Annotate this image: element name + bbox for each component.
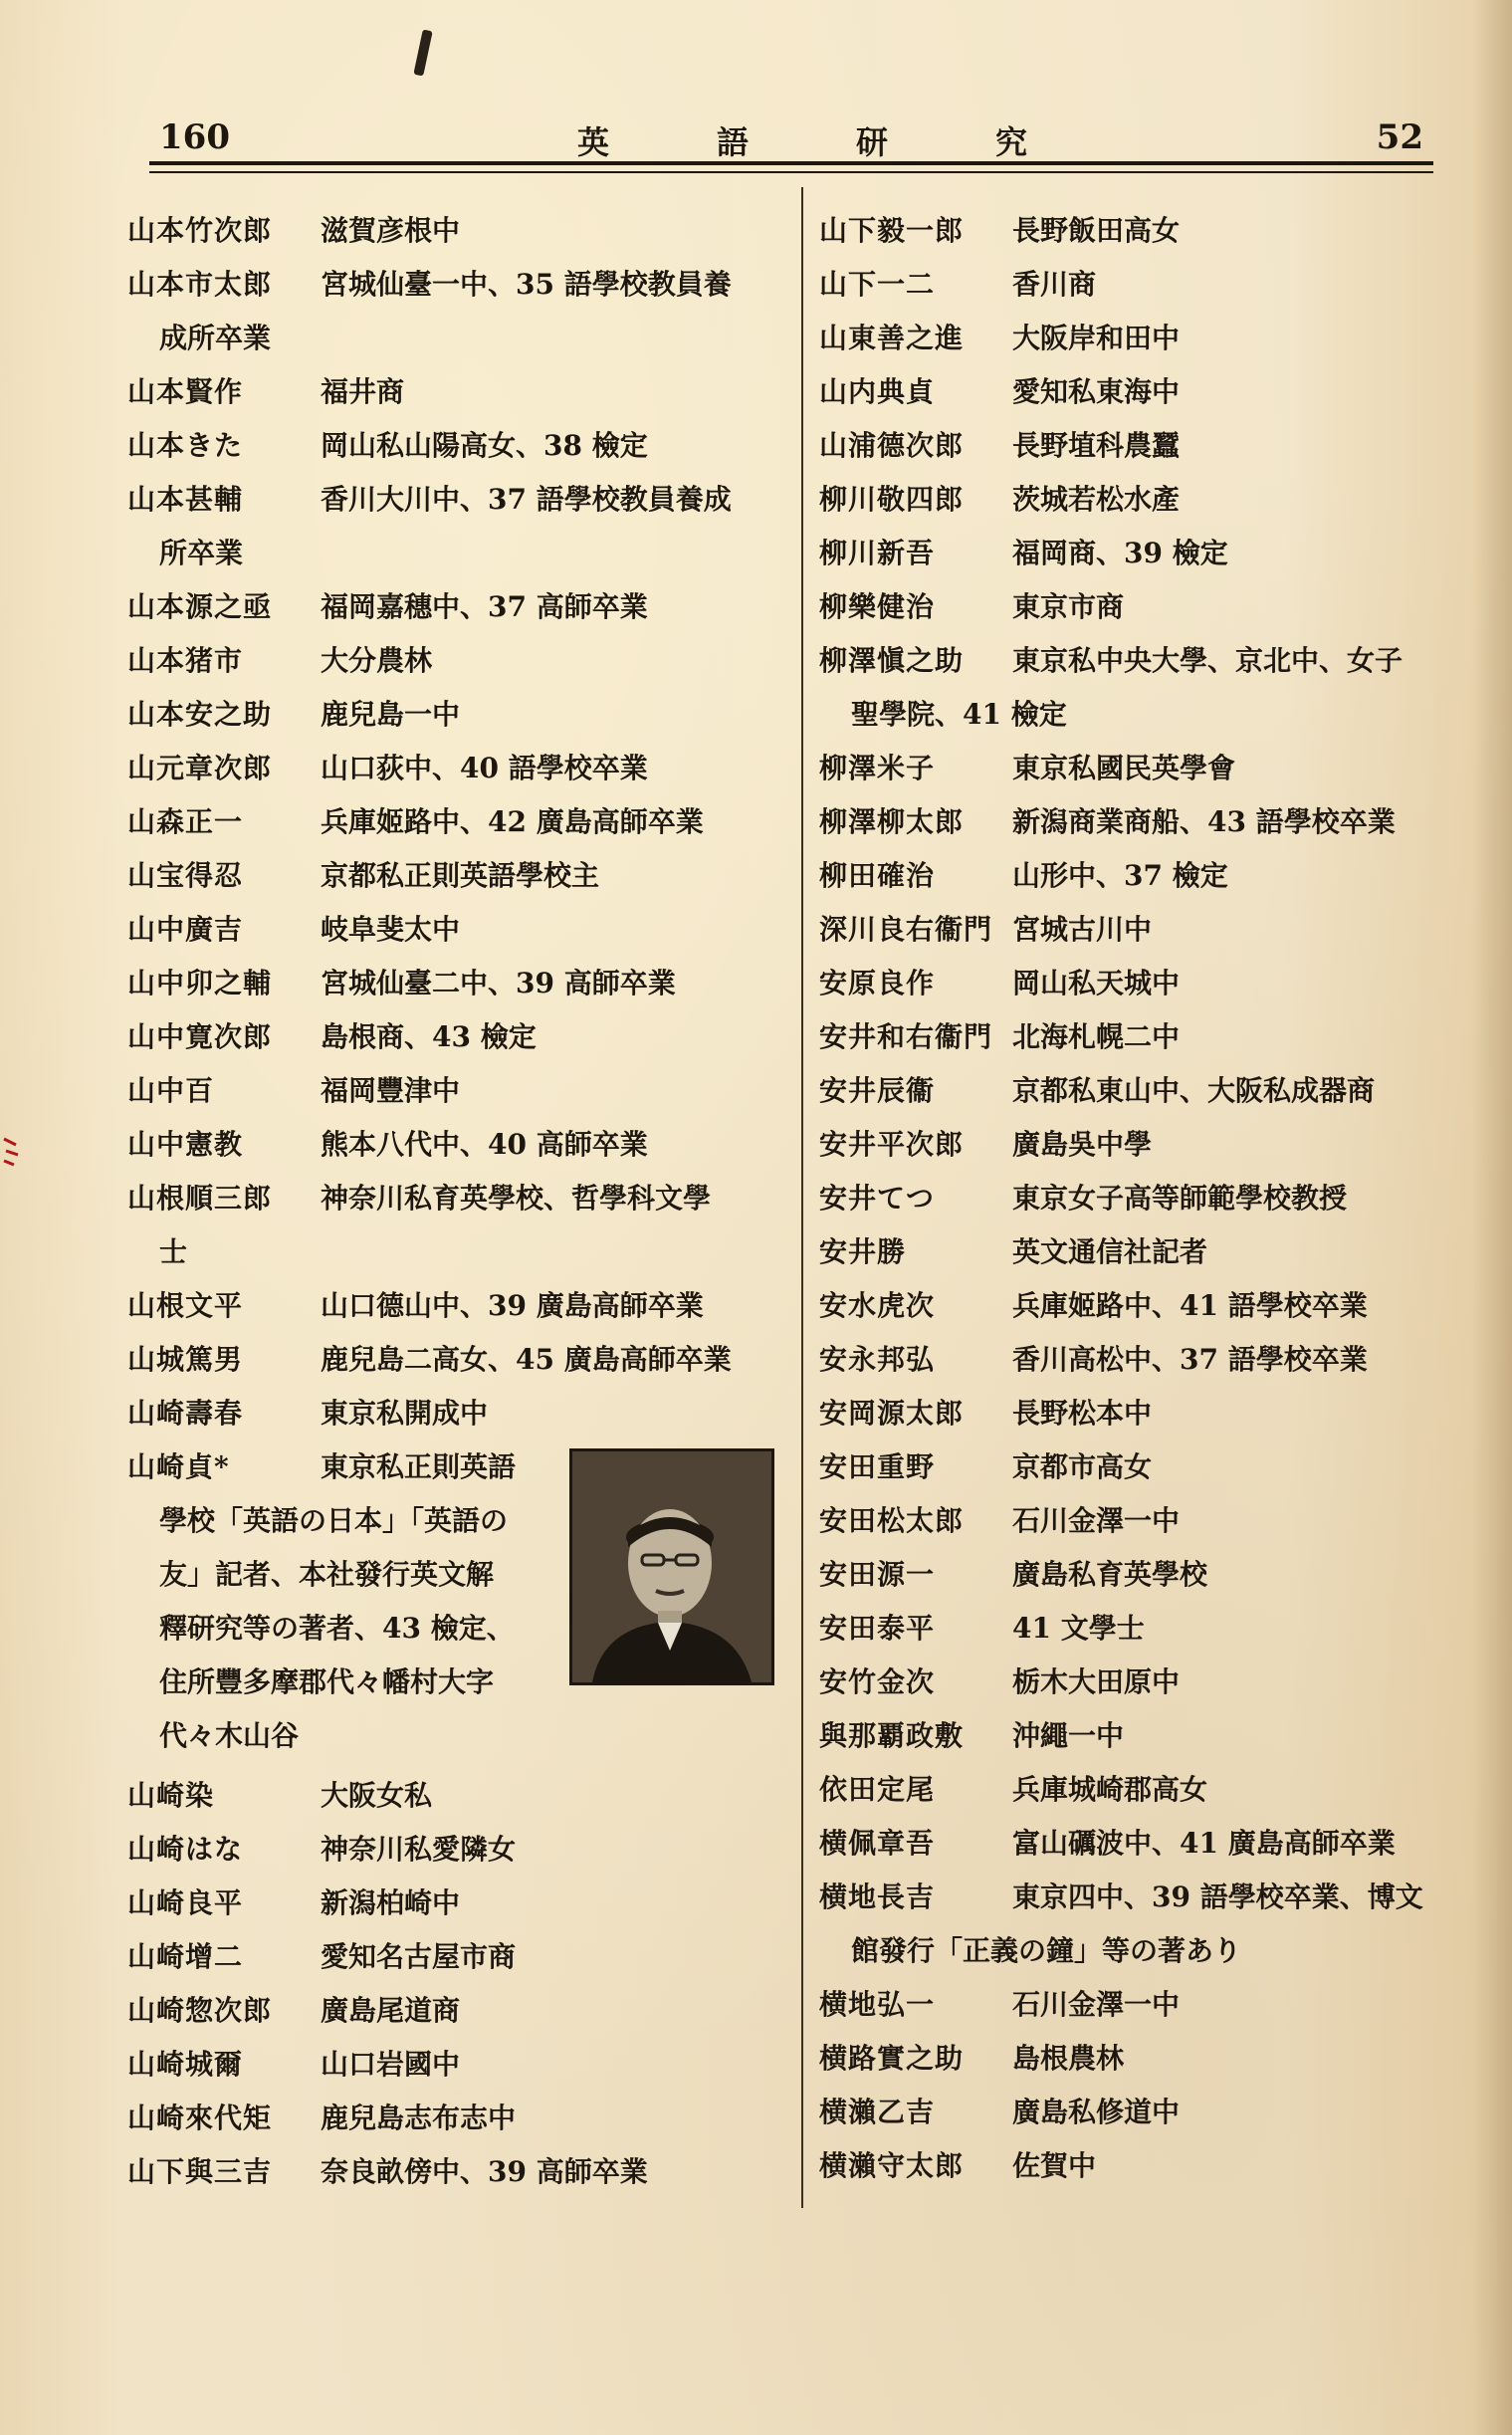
entry-info-cont: 學校「英語の日本」「英語の [159,1504,509,1537]
directory-entry [127,1172,764,1279]
directory-entry [127,688,764,742]
entry-name: 山本市太郎 [127,268,273,301]
entry-info: 山口岩國中 [321,2048,461,2081]
entry-name: 山東善之進 [819,322,965,354]
directory-entry [819,634,1476,742]
directory-entry [127,1118,764,1172]
entry-name: 山下與三吉 [127,2155,273,2188]
directory-entry [127,849,764,903]
entry-name: 安岡源太郎 [819,1397,965,1430]
entry-info: 熊本八代中、40 高師卒業 [321,1128,648,1161]
entry-info-cont: 成所卒業 [159,322,272,354]
entry-name: 山中卯之輔 [127,967,273,999]
directory-list-right [819,204,1476,2193]
entry-name: 山本甚輔 [127,483,244,516]
directory-entry [127,903,764,957]
entry-info: 茨城若松水產 [1012,483,1181,516]
entry-info: 北海札幌二中 [1012,1020,1181,1053]
page-number-left: 160 [159,117,230,157]
entry-info: 宮城古川中 [1012,913,1153,946]
directory-entry [127,1930,764,1984]
directory-entry [127,795,764,849]
entry-info: 福井商 [321,375,405,408]
entry-info: 東京女子高等師範學校教授 [1012,1182,1348,1215]
entry-info: 新潟柏崎中 [321,1886,461,1919]
entry-name: 安水虎次 [819,1289,936,1322]
entry-name: 安田源一 [819,1558,936,1591]
entry-name: 山本きた [127,429,244,462]
entry-name: 山崎惣次郎 [127,1994,273,2027]
entry-info: 鹿兒島一中 [321,698,461,731]
entry-name: 横佩章吾 [819,1827,936,1860]
portrait-photo [569,1448,774,1685]
entry-name: 山本猪市 [127,644,244,677]
entry-info: 沖繩一中 [1012,1719,1125,1752]
entry-name: 横地弘一 [819,1988,936,2021]
directory-entry [819,258,1476,312]
entry-info: 鹿兒島志布志中 [321,2102,517,2134]
entry-info: 愛知名古屋市商 [321,1940,517,1973]
entry-name: 柳川新吾 [819,537,936,569]
entry-info-cont: 聖學院、41 檢定 [851,698,1067,731]
entry-name: 柳樂健治 [819,590,936,623]
entry-name: 山崎はな [127,1833,244,1866]
directory-entry [819,1387,1476,1440]
directory-entry [127,1823,764,1877]
entry-name: 山下一二 [819,268,936,301]
entry-name: 安井てつ [819,1182,936,1215]
directory-entry [819,580,1476,634]
entry-info: 東京私中央大學、京北中、女子 [1012,644,1404,677]
running-header [149,110,1433,164]
entry-info: 東京四中、39 語學校卒業、博文 [1012,1881,1423,1913]
entry-info: 長野埴科農蠶 [1012,429,1181,462]
entry-name: 山森正一 [127,805,244,838]
directory-entry [819,957,1476,1010]
running-title: 英語研究 [577,123,1136,161]
entry-name: 横路實之助 [819,2042,965,2075]
directory-entry [819,1440,1476,1494]
entry-name: 安井勝 [819,1235,907,1268]
entry-info: 大分農林 [321,644,433,677]
directory-entry [127,258,764,365]
entry-name: 山根順三郎 [127,1182,273,1215]
entry-name: 山浦德次郎 [819,429,965,462]
entry-name: 山崎貞* [127,1450,230,1483]
entry-info-cont: 友」記者、本社發行英文解 [159,1558,495,1591]
entry-name: 山中百 [127,1074,215,1107]
entry-info: 岡山私天城中 [1012,967,1181,999]
header-rule-thick [149,161,1433,165]
entry-name: 山本源之亟 [127,590,273,623]
directory-entry [819,1978,1476,2032]
entry-info: 香川大川中、37 語學校教員養成 [321,483,732,516]
entry-name: 柳川敬四郎 [819,483,965,516]
directory-entry [819,795,1476,849]
directory-entry [819,1064,1476,1118]
entry-info: 兵庫城崎郡高女 [1012,1773,1208,1806]
directory-entry [819,1817,1476,1871]
entry-info: 長野飯田高女 [1012,214,1181,247]
entry-name: 山内典貞 [819,375,936,408]
directory-entry [127,2145,764,2199]
entry-info: 東京私正則英語 [321,1450,517,1483]
entry-info: 宮城仙臺一中、35 語學校教員養 [321,268,732,301]
entry-name: 山崎來代矩 [127,2102,273,2134]
entry-info: 石川金澤一中 [1012,1988,1181,2021]
entry-info: 廣島尾道商 [321,1994,461,2027]
entry-name: 山本竹次郎 [127,214,273,247]
entry-info: 京都私正則英語學校主 [321,859,600,892]
page-number-right: 52 [1376,117,1423,157]
entry-info: 京都市高女 [1012,1450,1153,1483]
directory-entry [127,1279,764,1333]
entry-name: 山崎增二 [127,1940,244,1973]
entry-name: 安田泰平 [819,1612,936,1645]
entry-name: 安田重野 [819,1450,936,1483]
entry-name: 深川良右衞門 [819,913,993,946]
directory-list-left-bottom [127,1769,764,2199]
directory-entry [127,2092,764,2145]
entry-info: 大阪女私 [321,1779,433,1812]
directory-entry [819,2086,1476,2139]
entry-info: 愛知私東海中 [1012,375,1181,408]
entry-info: 兵庫姬路中、41 語學校卒業 [1012,1289,1368,1322]
entry-name: 安井辰衞 [819,1074,936,1107]
entry-info: 岡山私山陽高女、38 檢定 [321,429,648,462]
entry-info: 京都私東山中、大阪私成器商 [1012,1074,1376,1107]
directory-entry [819,1871,1476,1978]
right-column [819,204,1476,2193]
entry-info-cont: 釋研究等の著者、43 檢定、 [159,1612,515,1645]
entry-name: 安永邦弘 [819,1343,936,1376]
entry-info-cont: 所卒業 [159,537,244,569]
entry-info: 山口德山中、39 廣島高師卒業 [321,1289,704,1322]
directory-entry [819,1709,1476,1763]
directory-entry [819,1494,1476,1548]
entry-name: 依田定尾 [819,1773,936,1806]
directory-entry [127,1984,764,2038]
entry-name: 山崎染 [127,1779,215,1812]
column-divider [801,187,803,2208]
directory-entry [819,1118,1476,1172]
entry-info: 兵庫姬路中、42 廣島高師卒業 [321,805,704,838]
entry-info: 山口荻中、40 語學校卒業 [321,752,648,784]
directory-entry [127,1333,764,1387]
directory-entry [819,1172,1476,1225]
entry-info: 廣島吳中學 [1012,1128,1153,1161]
portrait-entry-text [127,1440,565,1763]
directory-entry [127,1769,764,1823]
directory-entry [819,903,1476,957]
directory-entry [819,1602,1476,1656]
entry-name: 横瀨乙吉 [819,2096,936,2128]
entry-name: 安井和右衞門 [819,1020,993,1053]
entry-info: 山形中、37 檢定 [1012,859,1228,892]
directory-entry [819,1548,1476,1602]
entry-name: 與那覇政敷 [819,1719,965,1752]
directory-entry [127,365,764,419]
directory-entry [127,2038,764,2092]
page-edge-shadow [1472,0,1512,2435]
header-rule-thin [149,171,1433,173]
entry-name: 柳田確治 [819,859,936,892]
directory-entry [819,849,1476,903]
entry-info: 東京私開成中 [321,1397,489,1430]
entry-name: 山根文平 [127,1289,244,1322]
directory-entry [127,580,764,634]
directory-entry [819,419,1476,473]
entry-name: 柳澤米子 [819,752,936,784]
entry-name: 横地長吉 [819,1881,936,1913]
entry-name: 安原良作 [819,967,936,999]
entry-info: 福岡嘉穗中、37 高師卒業 [321,590,648,623]
directory-list-left-top [127,204,764,1440]
entry-with-portrait [127,1440,764,1769]
directory-entry [127,742,764,795]
directory-entry [127,204,764,258]
directory-entry [819,1279,1476,1333]
directory-entry [819,1010,1476,1064]
entry-name: 山元章次郎 [127,752,273,784]
entry-name: 山崎良平 [127,1886,244,1919]
entry-info: 東京私國民英學會 [1012,752,1236,784]
entry-info: 神奈川私愛隣女 [321,1833,517,1866]
entry-name: 山本賢作 [127,375,244,408]
entry-info: 富山礪波中、41 廣島高師卒業 [1012,1827,1396,1860]
entry-info: 香川商 [1012,268,1097,301]
entry-info: 廣島私育英學校 [1012,1558,1208,1591]
directory-entry [127,419,764,473]
entry-info: 廣島私修道中 [1012,2096,1181,2128]
entry-name: 山崎城爾 [127,2048,244,2081]
entry-name: 安竹金次 [819,1665,936,1698]
entry-info: 香川高松中、37 語學校卒業 [1012,1343,1368,1376]
entry-info-cont: 館發行「正義の鐘」等の著あり [851,1934,1242,1967]
entry-name: 山城篤男 [127,1343,244,1376]
entry-info: 新潟商業商船、43 語學校卒業 [1012,805,1396,838]
directory-entry [127,957,764,1010]
directory-entry [127,1877,764,1930]
directory-entry [127,473,764,580]
directory-entry [819,2139,1476,2193]
directory-entry [127,634,764,688]
entry-name: 山本安之助 [127,698,273,731]
ink-mark [413,29,432,76]
entry-name: 山中寛次郎 [127,1020,273,1053]
entry-info-cont: 代々木山谷 [159,1719,300,1752]
entry-name: 安田松太郎 [819,1504,965,1537]
entry-info: 滋賀彦根中 [321,214,461,247]
entry-info: 石川金澤一中 [1012,1504,1181,1537]
entry-info: 神奈川私育英學校、哲學科文學 [321,1182,712,1215]
entry-name: 山中廣吉 [127,913,244,946]
directory-entry [819,1225,1476,1279]
entry-info: 鹿兒島二高女、45 廣島高師卒業 [321,1343,732,1376]
left-column [127,204,764,2199]
directory-entry [127,1010,764,1064]
entry-info: 福岡商、39 檢定 [1012,537,1228,569]
entry-info: 41 文學士 [1012,1612,1145,1645]
directory-entry [127,1064,764,1118]
entry-info: 栃木大田原中 [1012,1665,1181,1698]
directory-entry [819,473,1476,527]
red-thread-mark [2,1135,20,1169]
directory-entry [819,527,1476,580]
entry-name: 柳澤柳太郎 [819,805,965,838]
entry-info: 英文通信社記者 [1012,1235,1208,1268]
directory-entry [819,2032,1476,2086]
entry-info: 島根商、43 檢定 [321,1020,537,1053]
entry-info: 大阪岸和田中 [1012,322,1181,354]
entry-info: 長野松本中 [1012,1397,1153,1430]
directory-entry [819,1656,1476,1709]
directory-entry [819,204,1476,258]
entry-info: 島根農林 [1012,2042,1125,2075]
directory-entry [819,312,1476,365]
entry-info: 福岡豐津中 [321,1074,461,1107]
entry-name: 柳澤愼之助 [819,644,965,677]
directory-entry [819,742,1476,795]
entry-info-cont: 士 [159,1235,188,1268]
directory-entry [819,1763,1476,1817]
directory-entry [127,1387,764,1440]
entry-name: 山中憲教 [127,1128,244,1161]
entry-name: 安井平次郎 [819,1128,965,1161]
entry-info-cont: 住所豐多摩郡代々幡村大字 [159,1665,495,1698]
entry-info: 岐阜斐太中 [321,913,461,946]
entry-name: 横瀨守太郎 [819,2149,965,2182]
entry-info: 東京市商 [1012,590,1125,623]
directory-entry [819,1333,1476,1387]
directory-entry [819,365,1476,419]
entry-info: 宮城仙臺二中、39 高師卒業 [321,967,676,999]
entry-name: 山崎壽春 [127,1397,244,1430]
entry-name: 山宝得忍 [127,859,244,892]
entry-info: 奈良畝傍中、39 高師卒業 [321,2155,648,2188]
entry-name: 山下毅一郎 [819,214,965,247]
entry-info: 佐賀中 [1012,2149,1097,2182]
